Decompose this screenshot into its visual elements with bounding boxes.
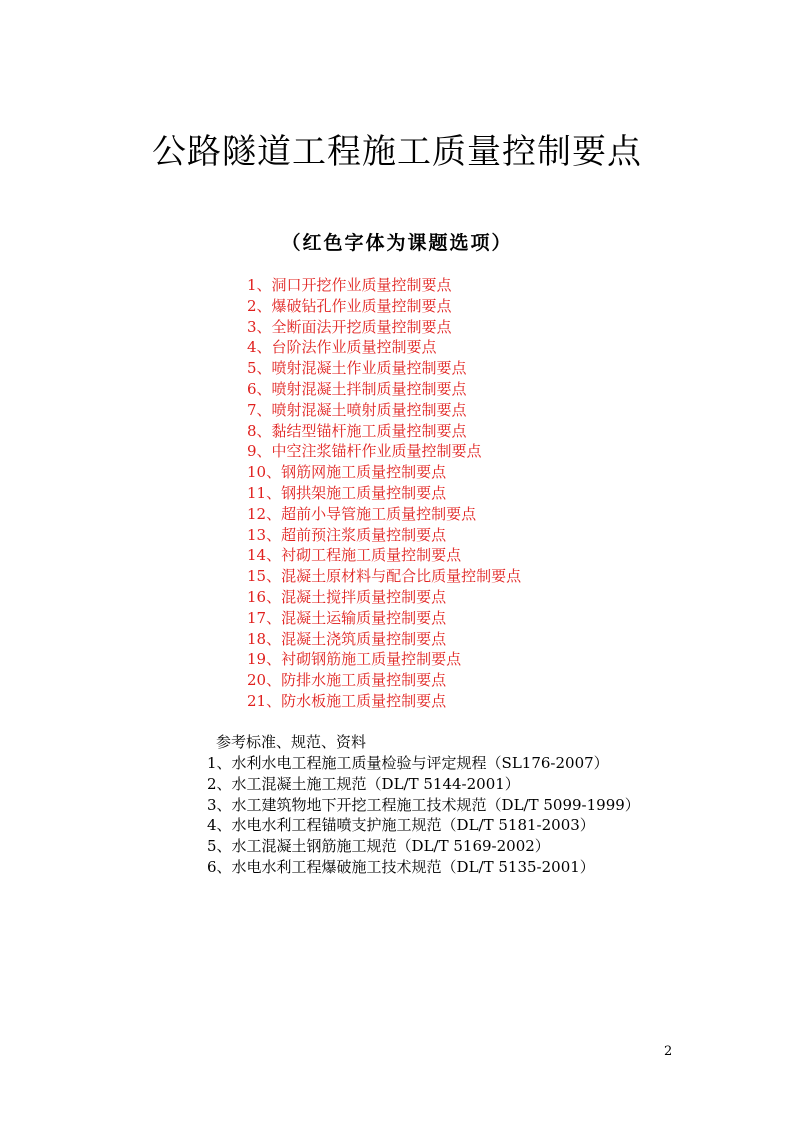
topic-item: 21、防水板施工质量控制要点 <box>247 691 447 710</box>
topic-item: 6、喷射混凝土拌制质量控制要点 <box>247 379 467 398</box>
page-number: 2 <box>664 1044 673 1059</box>
topic-item: 15、混凝土原材料与配合比质量控制要点 <box>247 567 522 586</box>
topic-item: 4、台阶法作业质量控制要点 <box>247 338 437 357</box>
topic-list <box>247 275 521 712</box>
references-heading: 参考标准、规范、资料 <box>216 733 367 751</box>
reference-item: 2、水工混凝土施工规范（DL/T 5144-2001） <box>207 774 520 793</box>
topic-item: 12、超前小导管施工质量控制要点 <box>247 504 477 523</box>
topic-item: 7、喷射混凝土喷射质量控制要点 <box>247 400 467 419</box>
topic-item: 11、钢拱架施工质量控制要点 <box>247 483 447 502</box>
topic-item: 2、爆破钻孔作业质量控制要点 <box>247 296 452 315</box>
topic-item: 17、混凝土运输质量控制要点 <box>247 608 447 627</box>
topic-item: 3、全断面法开挖质量控制要点 <box>247 317 452 336</box>
topic-item: 16、混凝土搅拌质量控制要点 <box>247 587 447 606</box>
reference-item: 3、水工建筑物地下开挖工程施工技术规范（DL/T 5099-1999） <box>207 795 640 814</box>
reference-item: 1、水利水电工程施工质量检验与评定规程（SL176-2007） <box>207 754 609 772</box>
reference-item: 6、水电水利工程爆破施工技术规范（DL/T 5135-2001） <box>207 857 595 876</box>
topic-item: 20、防排水施工质量控制要点 <box>247 671 447 690</box>
topic-item: 5、喷射混凝土作业质量控制要点 <box>247 359 467 378</box>
document-subtitle: （红色字体为课题选项） <box>281 232 513 254</box>
reference-item: 5、水工混凝土钢筋施工规范（DL/T 5169-2002） <box>207 837 550 856</box>
topic-item: 1、洞口开挖作业质量控制要点 <box>247 276 452 294</box>
topic-item: 8、黏结型锚杆施工质量控制要点 <box>247 421 467 440</box>
topic-item: 10、钢筋网施工质量控制要点 <box>247 463 447 482</box>
topic-item: 19、衬砌钢筋施工质量控制要点 <box>247 650 462 669</box>
reference-list <box>207 753 640 878</box>
document-title: 公路隧道工程施工质量控制要点 <box>152 132 642 172</box>
reference-item: 4、水电水利工程锚喷支护施工规范（DL/T 5181-2003） <box>207 816 595 835</box>
topic-item: 13、超前预注浆质量控制要点 <box>247 525 447 544</box>
topic-item: 9、中空注浆锚杆作业质量控制要点 <box>247 442 482 461</box>
topic-item: 18、混凝土浇筑质量控制要点 <box>247 629 447 648</box>
topic-item: 14、衬砌工程施工质量控制要点 <box>247 546 462 565</box>
